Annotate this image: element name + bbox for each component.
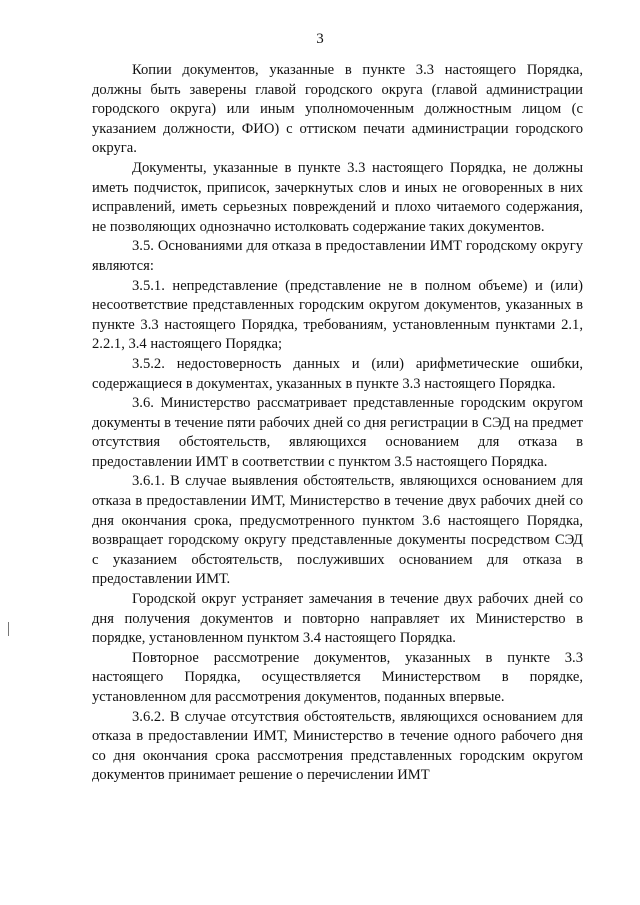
paragraph-3-5-2: 3.5.2. недостоверность данных и (или) арифметические ошибки, содержащиеся в документах, указанных в пункте 3.3 настоящего Порядка. [92,355,583,392]
paragraph-copies-certification: Копии документов, указанные в пункте 3.3 настоящего Порядка, должны быть заверены главой городского округа (главой администрации городского округа) или иным уполномоченным должностным лицом (с указанием должности, ФИО) с оттиском печати администрации городского округа. [92,62,583,157]
page-number: 3 [316,31,324,47]
paragraph-remarks-correction: Городской округ устраняет замечания в течение двух рабочих дней со дня получения документов и повторно направляет их Министерство в порядке, установленном пунктом 3.4 настоящего Порядка. [92,591,583,647]
paragraph-3-6-1: 3.6.1. В случае выявления обстоятельств, являющихся основанием для отказа в предоставлении ИМТ, Министерство в течение двух рабочих дней со дня окончания срока, предусмотренного пунктом 3.6 настоящего Порядка, возвращает городскому округу представленные документы посредством СЭД с указанием обстоятельств, послуживших основанием для отказа в предоставлении ИМТ. [92,473,583,588]
paragraph-3-5: 3.5. Основаниями для отказа в предоставлении ИМТ городскому округу являются: [92,238,583,274]
scan-margin-mark [8,622,9,636]
paragraph-3-6-2: 3.6.2. В случае отсутствия обстоятельств, являющихся основанием для отказа в предоставлении ИМТ, Министерство в течение одного рабочего дня со дня окончания срока рассмотрения представленных городским округом документов принимает решение о перечислении ИМТ [92,708,583,784]
paragraph-3-6: 3.6. Министерство рассматривает представленные городским округом документы в течение пяти рабочих дней со дня регистрации в СЭД на предмет отсутствия обстоятельств, являющихся основанием для отказа в предоставлении ИМТ в соответствии с пунктом 3.5 настоящего Порядка. [92,395,583,470]
document-body [92,61,583,786]
paragraph-repeated-review: Повторное рассмотрение документов, указанных в пункте 3.3 настоящего Порядка, осуществляется Министерством в порядке, установленном для рассмотрения документов, поданных впервые. [92,649,583,705]
paragraph-documents-requirements: Документы, указанные в пункте 3.3 настоящего Порядка, не должны иметь подчисток, приписок, зачеркнутых слов и иных не оговоренных в них исправлений, иметь серьезных повреждений и плохо читаемого содержания, не позволяющих однозначно истолковать содержание таких документов. [92,159,583,235]
paragraph-3-5-1: 3.5.1. непредставление (представление не в полном объеме) и (или) несоответствие представленных городским округом документов, указанных в пункте 3.3 настоящего Порядка, требованиям, установленным пунктами 2.1, 2.2.1, 3.4 настоящего Порядка; [92,277,583,353]
